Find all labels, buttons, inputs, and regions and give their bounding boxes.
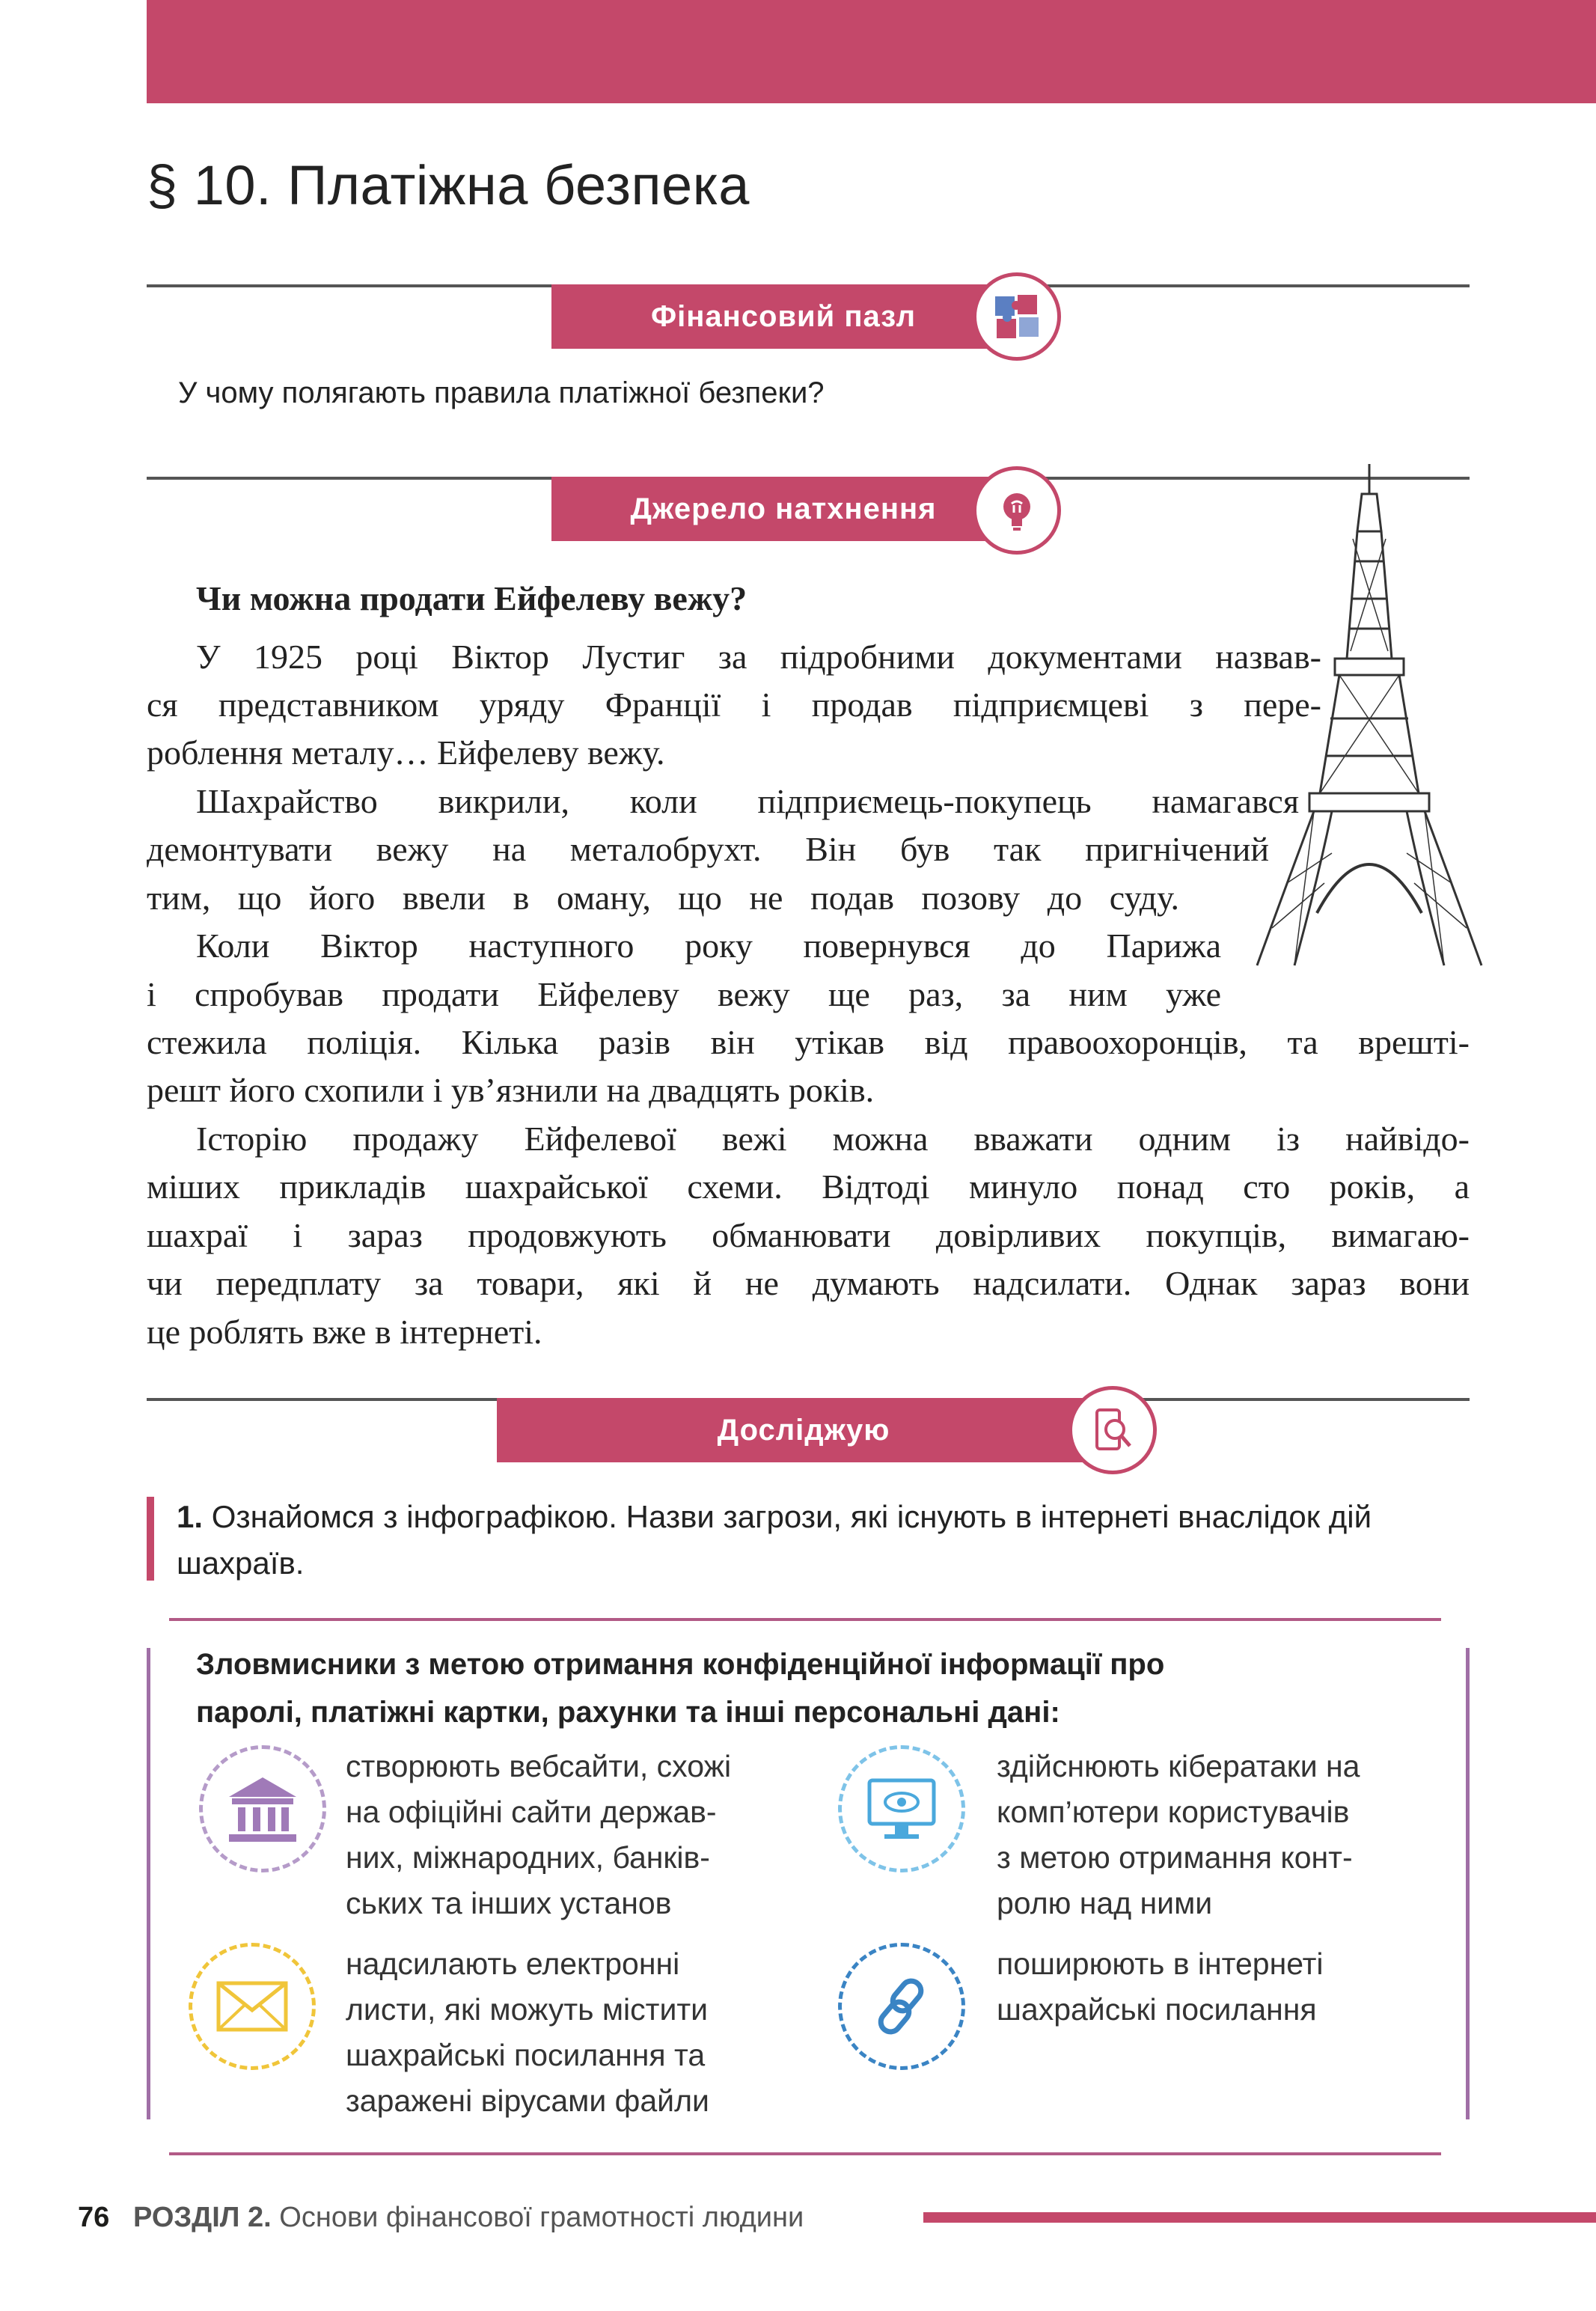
threat-line: ролю над ними bbox=[997, 1886, 1213, 1920]
story-line: Історію продажу Ейфелевої вежі можна вважати одним із найвідо- bbox=[196, 1120, 1470, 1158]
page-number: 76 bbox=[78, 2202, 110, 2233]
threat-cyberattacks bbox=[997, 1744, 1360, 1926]
threat-line: ських та інших установ bbox=[346, 1886, 672, 1920]
threat-line: на офіційні сайти держав- bbox=[346, 1795, 717, 1829]
task-text bbox=[177, 1494, 1479, 1587]
puzzle-question: У чому полягають правила платіжної безпеки? bbox=[178, 376, 825, 409]
puzzle-banner bbox=[551, 284, 1015, 349]
footer-chapter: Основи фінансової грамотності людини bbox=[279, 2202, 804, 2233]
infographic-heading-line: Зловмисники з метою отримання конфіденційної інформації про bbox=[196, 1648, 1165, 1681]
story-line: роблення металу… Ейфелеву вежу. bbox=[147, 733, 665, 772]
page-footer bbox=[78, 2202, 804, 2234]
threat-line: поширюють в інтернеті bbox=[997, 1947, 1324, 1981]
threat-line: шахрайські посилання bbox=[997, 1992, 1317, 2027]
task-number: 1. bbox=[177, 1499, 204, 1534]
infographic-right-rule bbox=[1466, 1648, 1470, 2119]
story-line: решт його схопили і ув’язнили на двадцять років. bbox=[147, 1071, 875, 1109]
story-line: Шахрайство викрили, коли підприємець-покупець намагався bbox=[196, 782, 1299, 820]
page-title: § 10. Платіжна безпека bbox=[147, 154, 750, 216]
bank-icon bbox=[199, 1745, 326, 1872]
threat-fraudulent-links bbox=[997, 1941, 1324, 2033]
link-icon bbox=[838, 1943, 965, 2070]
threat-line: надсилають електронні bbox=[346, 1947, 680, 1981]
story-line: У 1925 році Віктор Лустиг за підробними документами назвав- bbox=[196, 638, 1321, 676]
threat-fake-websites bbox=[346, 1744, 731, 1926]
threat-line: них, міжнародних, банків- bbox=[346, 1840, 710, 1875]
infographic-left-rule bbox=[147, 1648, 150, 2119]
story-line: стежила поліція. Кілька разів він утікав від правоохоронців, та врешті- bbox=[147, 1023, 1470, 1061]
puzzle-label: Фінансовий пазл bbox=[650, 299, 917, 333]
infographic-heading bbox=[196, 1640, 1164, 1736]
research-label: Досліджую bbox=[717, 1413, 890, 1447]
threat-line: заражені вірусами файли bbox=[346, 2083, 709, 2118]
threat-line: комп’ютери користувачів bbox=[997, 1795, 1350, 1829]
threat-line: шахрайські посилання та bbox=[346, 2038, 706, 2072]
story-line: ся представником уряду Франції і продав підприємцеві з пере- bbox=[147, 686, 1321, 724]
infographic-bottom-rule bbox=[169, 2152, 1441, 2155]
inspiration-banner bbox=[551, 477, 1015, 541]
computer-eye-icon bbox=[838, 1745, 965, 1872]
story-line: демонтувати вежу на металобрухт. Він був так пригнічений bbox=[147, 830, 1269, 868]
story-line: Коли Віктор наступного року повернувся до Парижа bbox=[196, 926, 1221, 965]
lightbulb-icon bbox=[973, 466, 1061, 555]
story-line: міших прикладів шахрайської схеми. Відтоді минуло понад сто років, а bbox=[147, 1167, 1470, 1206]
story-line: чи передплату за товари, які й не думають надсилати. Однак зараз вони bbox=[147, 1264, 1470, 1302]
top-color-bar bbox=[147, 0, 1596, 103]
story-heading: Чи можна продати Ейфелеву вежу? bbox=[196, 579, 747, 617]
threat-line: здійснюють кібератаки на bbox=[997, 1749, 1360, 1783]
story-line: шахраї і зараз продовжують обманювати довірливих покупців, вимагаю- bbox=[147, 1216, 1470, 1254]
puzzle-icon bbox=[973, 272, 1061, 361]
story-line: це роблять вже в інтернеті. bbox=[147, 1313, 542, 1351]
phone-search-icon bbox=[1068, 1386, 1157, 1474]
infographic-heading-line: паролі, платіжні картки, рахунки та інші персональні дані: bbox=[196, 1696, 1060, 1729]
infographic bbox=[147, 1618, 1470, 2155]
research-banner bbox=[497, 1398, 1110, 1462]
footer-section: РОЗДІЛ 2. bbox=[132, 2202, 272, 2233]
threat-line: листи, які можуть містити bbox=[346, 1992, 709, 2027]
task-instruction: Ознайомся з інфографікою. Назви загрози, які існують в інтернеті внаслідок дій шахраїв. bbox=[177, 1499, 1372, 1581]
infographic-top-rule bbox=[169, 1618, 1441, 1621]
story-line: тим, що його ввели в оману, що не подав позову до суду. bbox=[147, 879, 1179, 917]
story-line: і спробував продати Ейфелеву вежу ще раз, за ним уже bbox=[147, 975, 1221, 1013]
task-marker bbox=[147, 1497, 154, 1581]
inspiration-label: Джерело натхнення bbox=[630, 492, 937, 525]
threat-phishing-emails bbox=[346, 1941, 709, 2124]
threat-line: створюють вебсайти, схожі bbox=[346, 1749, 732, 1783]
footer-color-bar bbox=[923, 2212, 1596, 2223]
threat-line: з метою отримання конт- bbox=[997, 1840, 1353, 1875]
envelope-icon bbox=[189, 1943, 316, 2070]
